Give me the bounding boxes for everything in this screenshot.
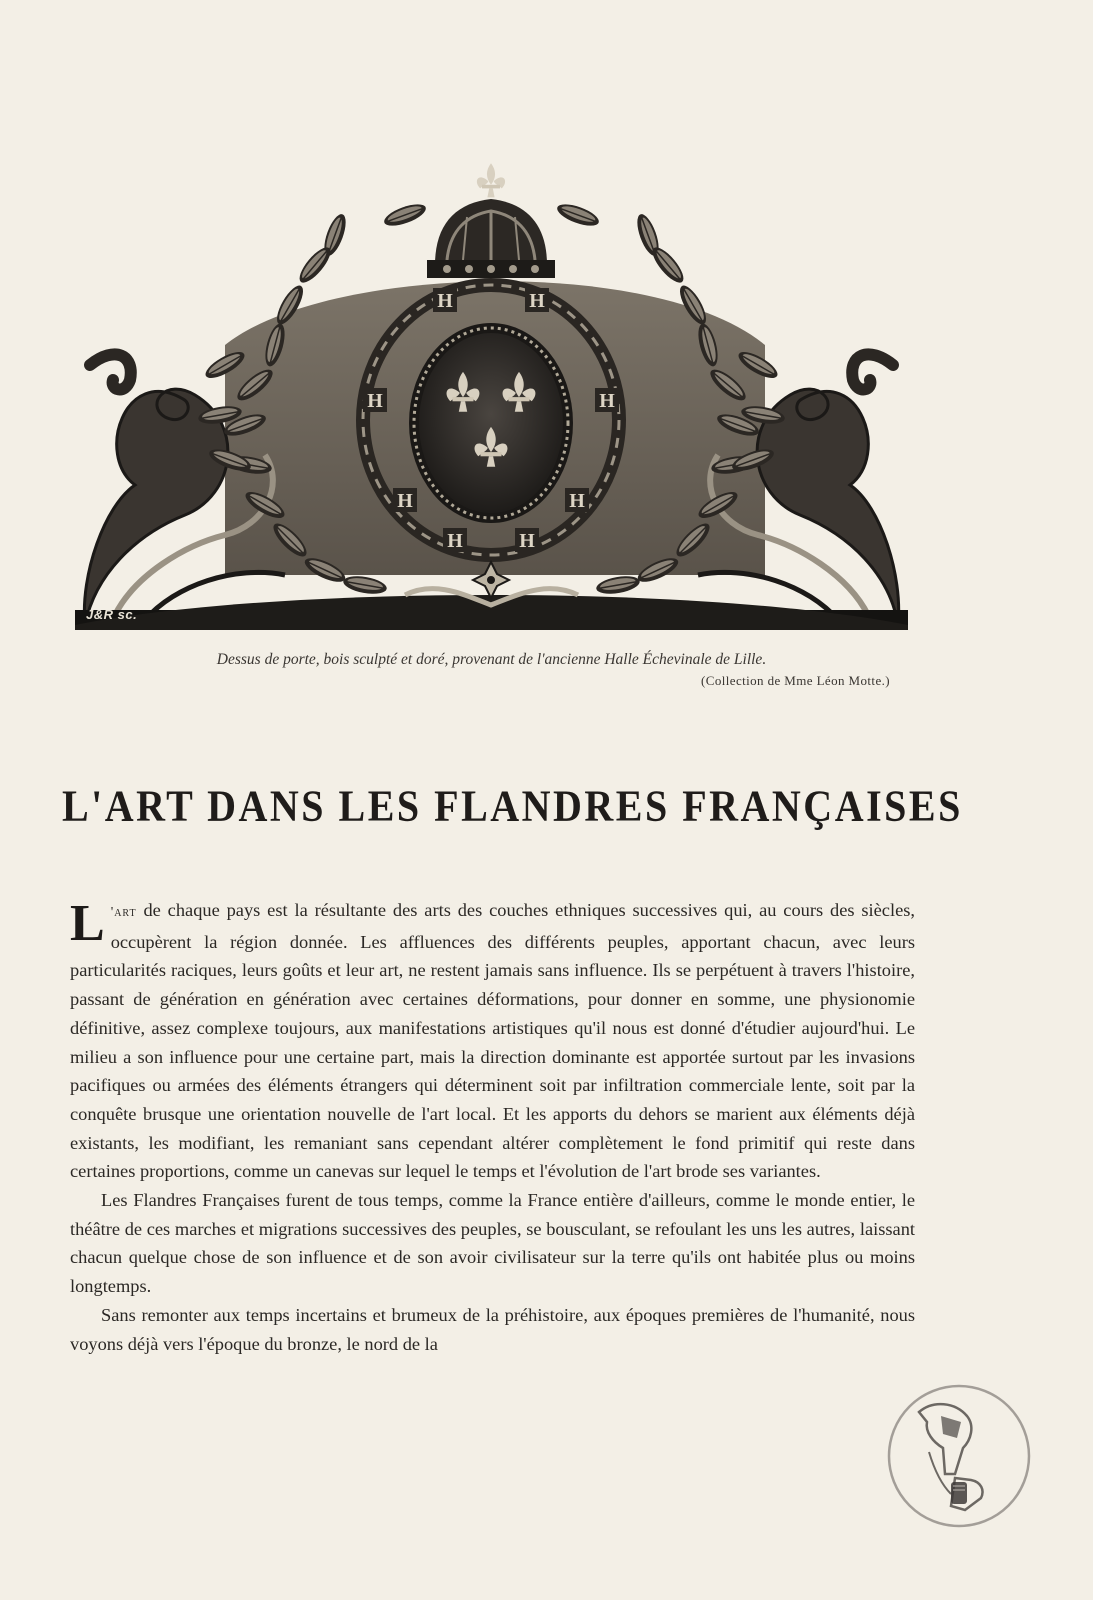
article-body [70, 896, 915, 1358]
drop-cap: L [70, 895, 105, 952]
paragraph-3: Sans remonter aux temps incertains et brumeux de la préhistoire, aux époques premières de l'humanité, nous voyons déjà vers l'époque du bronze, le nord de la [70, 1304, 915, 1354]
engraver-mark: J&R sc. [86, 607, 138, 622]
paragraph-1 [70, 896, 915, 1186]
article-title: L'ART DANS LES FLANDRES FRANÇAISES [62, 780, 963, 831]
paragraph-1-text: de chaque pays est la résultante des arts des couches ethniques successives qui, au cours des siècles, occupèrent la région donnée. Les affluences des différents peuples, apportant chacun, avec leurs particularités raciques, leurs goûts et leur art, ne restent jamais sans influence. Ils se perpétuent à travers l'histoire, passant de génération en génération avec certaines déformations, pour donner en somme, une physionomie définitive, assez complexe toujours, aux manifestations artistiques qu'il nous est donné d'étudier aujourd'hui. Le milieu a son influence pour une certaine part, mais la direction dominante est apportée surtout par les invasions pacifiques ou armées des éléments étrangers qui déterminent soit par infiltration commerciale lente, soit par la conquête brusque une orientation nouvelle de l'art local. Et les apports du dehors se marient aux éléments déjà existants, les modifiant, les remaniant sans cependant altérer complètement le fond primitif qui reste dans certaines proportions, comme un canevas sur lequel le temps et l'évolution de l'art brode ses variantes. [70, 900, 915, 1182]
carved-door-panel-photograph: H [75, 155, 908, 630]
library-stamp-icon [885, 1382, 1033, 1530]
figure-credit: (Collection de Mme Léon Motte.) [701, 673, 890, 688]
figure-caption: Dessus de porte, bois sculpté et doré, provenant de l'ancienne Halle Échevinale de Lille. [216, 651, 767, 668]
paragraph-2: Les Flandres Françaises furent de tous temps, comme la France entière d'ailleurs, comme le monde entier, le théâtre de ces marches et migrations successives des peuples, se bousculant, se refoulant les uns les autres, laissant chacun quelque chose de son influence et de son avoir civilisateur sur la terre qu'ils ont habitée plus ou moins longtemps. [70, 1190, 915, 1297]
first-word-rest: 'art [110, 905, 137, 920]
